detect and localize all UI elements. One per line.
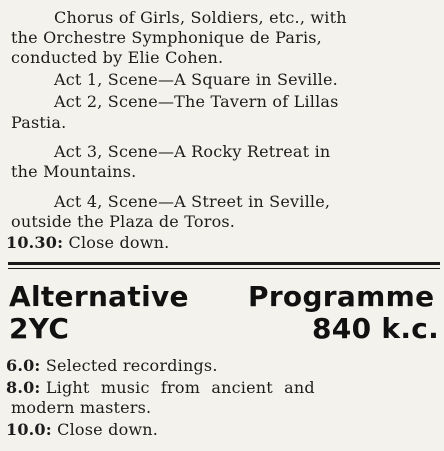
text-line: Pastia.: [11, 113, 67, 132]
divider-thin: [8, 268, 440, 269]
text-line: the Orchestre Symphonique de Paris,: [11, 28, 322, 47]
closing-text: Close down.: [68, 233, 170, 252]
programme-time: 10.0:: [6, 420, 52, 439]
closing-time: 10.30:: [6, 233, 64, 252]
text-line: the Mountains.: [11, 162, 137, 181]
programme-continuation: modern masters.: [11, 398, 152, 417]
heading-frequency: 840 k.c.: [312, 312, 440, 345]
programme-time: 6.0:: [6, 356, 41, 375]
programme-text: Close down.: [57, 420, 159, 439]
programme-time: 8.0:: [6, 378, 41, 397]
text-line: Act 3, Scene—A Rocky Retreat in: [54, 142, 331, 161]
programme-item: [6, 356, 218, 375]
closing-line: [6, 233, 169, 252]
divider-thick: [8, 262, 440, 265]
programme-item: [6, 378, 315, 397]
text-line: conducted by Elie Cohen.: [11, 48, 224, 67]
heading-alternative: Alternative: [9, 280, 189, 313]
programme-item: [6, 420, 158, 439]
heading-station: 2YC: [9, 312, 70, 345]
text-line: Act 4, Scene—A Street in Seville,: [54, 192, 331, 211]
programme-text: Selected recordings.: [45, 356, 218, 375]
text-line: Chorus of Girls, Soldiers, etc., with: [54, 8, 347, 27]
text-line: outside the Plaza de Toros.: [11, 212, 236, 231]
text-line: Act 1, Scene—A Square in Seville.: [54, 70, 338, 89]
text-line: Act 2, Scene—The Tavern of Lillas: [54, 92, 339, 111]
programme-text: Light music from ancient and: [45, 378, 315, 397]
heading-programme: Programme: [248, 280, 435, 313]
